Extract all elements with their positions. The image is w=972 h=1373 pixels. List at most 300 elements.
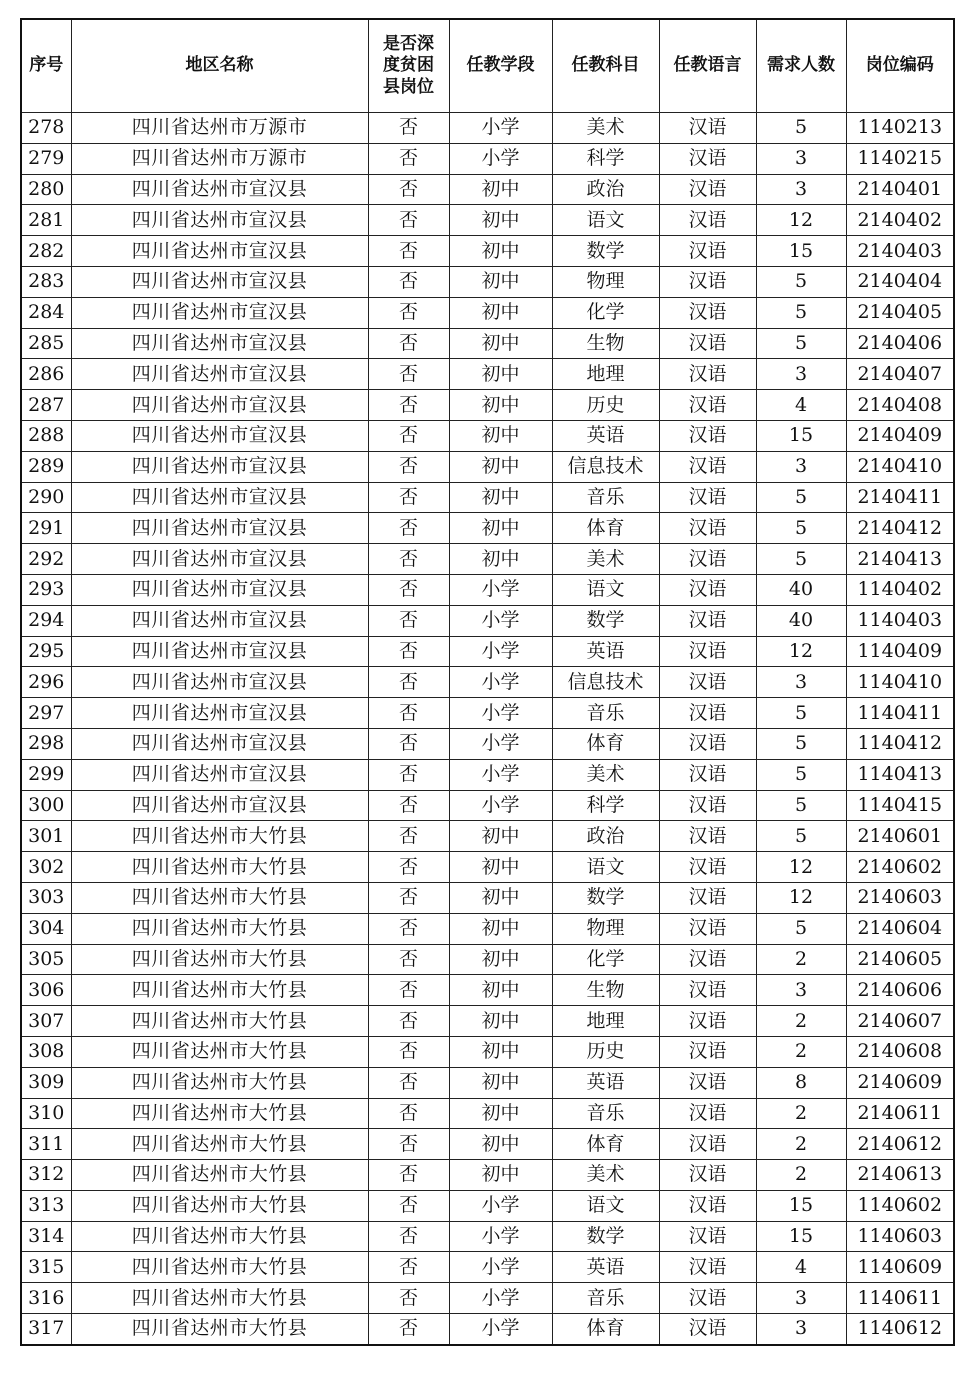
cell-region: 四川省达州市大竹县 <box>71 1036 368 1067</box>
cell-region: 四川省达州市宣汉县 <box>71 205 368 236</box>
cell-language: 汉语 <box>659 1160 756 1191</box>
cell-code: 1140609 <box>846 1252 954 1283</box>
cell-poverty: 否 <box>368 359 449 390</box>
table-row <box>21 636 954 667</box>
cell-stage: 初中 <box>449 420 552 451</box>
cell-subject: 科学 <box>552 143 659 174</box>
cell-subject: 英语 <box>552 1252 659 1283</box>
table-row <box>21 420 954 451</box>
cell-language: 汉语 <box>659 790 756 821</box>
cell-poverty: 否 <box>368 451 449 482</box>
cell-stage: 初中 <box>449 513 552 544</box>
cell-code: 2140604 <box>846 913 954 944</box>
cell-no: 301 <box>21 821 71 852</box>
cell-region: 四川省达州市宣汉县 <box>71 513 368 544</box>
cell-stage: 初中 <box>449 236 552 267</box>
cell-code: 2140408 <box>846 390 954 421</box>
cell-stage: 初中 <box>449 544 552 575</box>
table-row <box>21 236 954 267</box>
cell-language: 汉语 <box>659 205 756 236</box>
cell-code: 2140605 <box>846 944 954 975</box>
cell-region: 四川省达州市宣汉县 <box>71 636 368 667</box>
table-row <box>21 574 954 605</box>
cell-subject: 数学 <box>552 882 659 913</box>
cell-poverty: 否 <box>368 174 449 205</box>
table-row <box>21 1283 954 1314</box>
cell-poverty: 否 <box>368 544 449 575</box>
cell-region: 四川省达州市大竹县 <box>71 944 368 975</box>
cell-count: 5 <box>756 482 846 513</box>
cell-count: 5 <box>756 113 846 144</box>
cell-region: 四川省达州市宣汉县 <box>71 174 368 205</box>
cell-subject: 美术 <box>552 1160 659 1191</box>
cell-language: 汉语 <box>659 1067 756 1098</box>
cell-region: 四川省达州市宣汉县 <box>71 544 368 575</box>
cell-subject: 语文 <box>552 852 659 883</box>
table-row <box>21 390 954 421</box>
cell-stage: 小学 <box>449 1283 552 1314</box>
cell-stage: 小学 <box>449 143 552 174</box>
cell-subject: 政治 <box>552 821 659 852</box>
cell-code: 2140603 <box>846 882 954 913</box>
cell-no: 278 <box>21 113 71 144</box>
cell-code: 2140405 <box>846 297 954 328</box>
cell-stage: 小学 <box>449 667 552 698</box>
cell-code: 2140409 <box>846 420 954 451</box>
cell-no: 289 <box>21 451 71 482</box>
cell-count: 5 <box>756 821 846 852</box>
cell-language: 汉语 <box>659 143 756 174</box>
table-row <box>21 605 954 636</box>
table-row <box>21 1190 954 1221</box>
cell-poverty: 否 <box>368 266 449 297</box>
table-row <box>21 698 954 729</box>
cell-stage: 初中 <box>449 1006 552 1037</box>
cell-region: 四川省达州市大竹县 <box>71 821 368 852</box>
cell-code: 1140411 <box>846 698 954 729</box>
cell-subject: 历史 <box>552 390 659 421</box>
cell-region: 四川省达州市宣汉县 <box>71 359 368 390</box>
cell-subject: 体育 <box>552 1129 659 1160</box>
cell-no: 309 <box>21 1067 71 1098</box>
cell-stage: 初中 <box>449 390 552 421</box>
table-row <box>21 205 954 236</box>
cell-region: 四川省达州市宣汉县 <box>71 698 368 729</box>
cell-region: 四川省达州市大竹县 <box>71 1160 368 1191</box>
table-row <box>21 143 954 174</box>
cell-no: 312 <box>21 1160 71 1191</box>
table-row <box>21 174 954 205</box>
cell-code: 2140401 <box>846 174 954 205</box>
cell-code: 2140602 <box>846 852 954 883</box>
cell-stage: 初中 <box>449 359 552 390</box>
cell-poverty: 否 <box>368 1129 449 1160</box>
cell-code: 1140612 <box>846 1314 954 1345</box>
cell-language: 汉语 <box>659 1252 756 1283</box>
table-row <box>21 1129 954 1160</box>
cell-code: 2140612 <box>846 1129 954 1160</box>
cell-language: 汉语 <box>659 390 756 421</box>
table-row <box>21 913 954 944</box>
cell-language: 汉语 <box>659 328 756 359</box>
cell-code: 1140403 <box>846 605 954 636</box>
cell-poverty: 否 <box>368 143 449 174</box>
cell-subject: 体育 <box>552 513 659 544</box>
cell-language: 汉语 <box>659 913 756 944</box>
cell-no: 308 <box>21 1036 71 1067</box>
cell-stage: 初中 <box>449 328 552 359</box>
table-row <box>21 513 954 544</box>
cell-poverty: 否 <box>368 821 449 852</box>
table-row <box>21 113 954 144</box>
cell-subject: 化学 <box>552 297 659 328</box>
cell-stage: 初中 <box>449 1160 552 1191</box>
cell-no: 290 <box>21 482 71 513</box>
table-row <box>21 544 954 575</box>
cell-language: 汉语 <box>659 1314 756 1345</box>
cell-language: 汉语 <box>659 821 756 852</box>
table-row <box>21 1036 954 1067</box>
cell-poverty: 否 <box>368 1098 449 1129</box>
cell-no: 291 <box>21 513 71 544</box>
cell-poverty: 否 <box>368 790 449 821</box>
cell-region: 四川省达州市大竹县 <box>71 1314 368 1345</box>
cell-count: 2 <box>756 1098 846 1129</box>
cell-count: 5 <box>756 266 846 297</box>
table-row <box>21 1160 954 1191</box>
cell-region: 四川省达州市宣汉县 <box>71 759 368 790</box>
cell-count: 15 <box>756 1190 846 1221</box>
cell-count: 40 <box>756 574 846 605</box>
cell-no: 288 <box>21 420 71 451</box>
cell-region: 四川省达州市大竹县 <box>71 913 368 944</box>
cell-region: 四川省达州市大竹县 <box>71 1190 368 1221</box>
table-row <box>21 759 954 790</box>
cell-poverty: 否 <box>368 759 449 790</box>
cell-count: 2 <box>756 1129 846 1160</box>
cell-subject: 物理 <box>552 266 659 297</box>
cell-language: 汉语 <box>659 759 756 790</box>
table-row <box>21 1006 954 1037</box>
cell-region: 四川省达州市宣汉县 <box>71 297 368 328</box>
cell-count: 5 <box>756 328 846 359</box>
cell-poverty: 否 <box>368 698 449 729</box>
cell-language: 汉语 <box>659 975 756 1006</box>
cell-no: 307 <box>21 1006 71 1037</box>
cell-region: 四川省达州市宣汉县 <box>71 420 368 451</box>
cell-code: 2140606 <box>846 975 954 1006</box>
cell-no: 294 <box>21 605 71 636</box>
cell-no: 311 <box>21 1129 71 1160</box>
cell-no: 305 <box>21 944 71 975</box>
cell-no: 314 <box>21 1221 71 1252</box>
cell-code: 1140213 <box>846 113 954 144</box>
cell-count: 2 <box>756 1160 846 1191</box>
cell-subject: 英语 <box>552 636 659 667</box>
cell-region: 四川省达州市万源市 <box>71 143 368 174</box>
cell-subject: 音乐 <box>552 1283 659 1314</box>
cell-language: 汉语 <box>659 667 756 698</box>
cell-stage: 小学 <box>449 574 552 605</box>
cell-subject: 体育 <box>552 728 659 759</box>
cell-poverty: 否 <box>368 852 449 883</box>
cell-stage: 初中 <box>449 852 552 883</box>
cell-count: 5 <box>756 913 846 944</box>
cell-code: 2140609 <box>846 1067 954 1098</box>
cell-subject: 英语 <box>552 420 659 451</box>
header-language: 任教语言 <box>659 19 756 113</box>
cell-region: 四川省达州市宣汉县 <box>71 390 368 421</box>
cell-region: 四川省达州市宣汉县 <box>71 482 368 513</box>
cell-count: 5 <box>756 728 846 759</box>
cell-poverty: 否 <box>368 728 449 759</box>
cell-language: 汉语 <box>659 359 756 390</box>
cell-stage: 初中 <box>449 266 552 297</box>
cell-poverty: 否 <box>368 205 449 236</box>
cell-no: 281 <box>21 205 71 236</box>
cell-poverty: 否 <box>368 390 449 421</box>
cell-region: 四川省达州市大竹县 <box>71 852 368 883</box>
cell-subject: 信息技术 <box>552 451 659 482</box>
cell-stage: 初中 <box>449 1098 552 1129</box>
cell-no: 280 <box>21 174 71 205</box>
cell-language: 汉语 <box>659 1190 756 1221</box>
cell-region: 四川省达州市大竹县 <box>71 1006 368 1037</box>
cell-no: 286 <box>21 359 71 390</box>
cell-subject: 语文 <box>552 205 659 236</box>
cell-subject: 化学 <box>552 944 659 975</box>
header-poverty <box>368 19 449 113</box>
cell-subject: 地理 <box>552 1006 659 1037</box>
cell-stage: 小学 <box>449 728 552 759</box>
cell-subject: 音乐 <box>552 1098 659 1129</box>
cell-language: 汉语 <box>659 113 756 144</box>
cell-region: 四川省达州市宣汉县 <box>71 728 368 759</box>
cell-subject: 音乐 <box>552 482 659 513</box>
cell-subject: 科学 <box>552 790 659 821</box>
cell-poverty: 否 <box>368 1221 449 1252</box>
header-stage: 任教学段 <box>449 19 552 113</box>
cell-code: 1140611 <box>846 1283 954 1314</box>
cell-poverty: 否 <box>368 1252 449 1283</box>
cell-no: 316 <box>21 1283 71 1314</box>
cell-no: 317 <box>21 1314 71 1345</box>
cell-region: 四川省达州市宣汉县 <box>71 667 368 698</box>
cell-subject: 语文 <box>552 1190 659 1221</box>
cell-subject: 体育 <box>552 1314 659 1345</box>
cell-region: 四川省达州市宣汉县 <box>71 451 368 482</box>
cell-count: 2 <box>756 1006 846 1037</box>
cell-no: 303 <box>21 882 71 913</box>
cell-language: 汉语 <box>659 1098 756 1129</box>
table-row <box>21 1314 954 1345</box>
cell-no: 283 <box>21 266 71 297</box>
cell-region: 四川省达州市大竹县 <box>71 1067 368 1098</box>
cell-stage: 初中 <box>449 297 552 328</box>
cell-count: 15 <box>756 236 846 267</box>
cell-stage: 初中 <box>449 821 552 852</box>
cell-no: 292 <box>21 544 71 575</box>
table-row <box>21 882 954 913</box>
cell-no: 296 <box>21 667 71 698</box>
cell-count: 3 <box>756 451 846 482</box>
cell-no: 302 <box>21 852 71 883</box>
cell-count: 12 <box>756 882 846 913</box>
cell-stage: 初中 <box>449 451 552 482</box>
cell-poverty: 否 <box>368 113 449 144</box>
cell-count: 40 <box>756 605 846 636</box>
cell-no: 284 <box>21 297 71 328</box>
cell-region: 四川省达州市大竹县 <box>71 1129 368 1160</box>
cell-count: 3 <box>756 1283 846 1314</box>
header-no: 序号 <box>21 19 71 113</box>
cell-no: 293 <box>21 574 71 605</box>
header-region: 地区名称 <box>71 19 368 113</box>
cell-stage: 初中 <box>449 1129 552 1160</box>
table-row <box>21 266 954 297</box>
job-table <box>20 18 955 1346</box>
cell-language: 汉语 <box>659 882 756 913</box>
cell-count: 5 <box>756 790 846 821</box>
table-row <box>21 328 954 359</box>
cell-no: 306 <box>21 975 71 1006</box>
cell-language: 汉语 <box>659 852 756 883</box>
cell-subject: 美术 <box>552 544 659 575</box>
cell-poverty: 否 <box>368 913 449 944</box>
cell-stage: 小学 <box>449 790 552 821</box>
cell-count: 4 <box>756 1252 846 1283</box>
cell-region: 四川省达州市宣汉县 <box>71 574 368 605</box>
cell-language: 汉语 <box>659 420 756 451</box>
cell-poverty: 否 <box>368 667 449 698</box>
cell-language: 汉语 <box>659 174 756 205</box>
cell-region: 四川省达州市大竹县 <box>71 882 368 913</box>
cell-subject: 音乐 <box>552 698 659 729</box>
header-code: 岗位编码 <box>846 19 954 113</box>
table-row <box>21 944 954 975</box>
cell-count: 15 <box>756 420 846 451</box>
cell-subject: 数学 <box>552 1221 659 1252</box>
cell-no: 287 <box>21 390 71 421</box>
job-table-container <box>20 18 953 1346</box>
cell-language: 汉语 <box>659 482 756 513</box>
header-poverty-text: 是否深度贫困县岗位 <box>382 34 434 97</box>
cell-poverty: 否 <box>368 975 449 1006</box>
cell-subject: 语文 <box>552 574 659 605</box>
table-body <box>21 113 954 1345</box>
cell-subject: 数学 <box>552 605 659 636</box>
cell-no: 299 <box>21 759 71 790</box>
cell-language: 汉语 <box>659 1006 756 1037</box>
cell-stage: 初中 <box>449 913 552 944</box>
cell-no: 304 <box>21 913 71 944</box>
cell-code: 2140412 <box>846 513 954 544</box>
table-row <box>21 975 954 1006</box>
cell-no: 285 <box>21 328 71 359</box>
cell-language: 汉语 <box>659 1036 756 1067</box>
cell-poverty: 否 <box>368 1067 449 1098</box>
cell-poverty: 否 <box>368 328 449 359</box>
cell-poverty: 否 <box>368 882 449 913</box>
cell-no: 310 <box>21 1098 71 1129</box>
cell-code: 2140407 <box>846 359 954 390</box>
cell-language: 汉语 <box>659 1283 756 1314</box>
cell-language: 汉语 <box>659 1221 756 1252</box>
cell-code: 1140602 <box>846 1190 954 1221</box>
cell-poverty: 否 <box>368 297 449 328</box>
cell-language: 汉语 <box>659 513 756 544</box>
cell-code: 1140410 <box>846 667 954 698</box>
cell-count: 15 <box>756 1221 846 1252</box>
table-row <box>21 297 954 328</box>
cell-count: 3 <box>756 143 846 174</box>
cell-stage: 小学 <box>449 1314 552 1345</box>
table-row <box>21 852 954 883</box>
cell-count: 5 <box>756 297 846 328</box>
cell-subject: 生物 <box>552 975 659 1006</box>
cell-code: 1140409 <box>846 636 954 667</box>
cell-code: 2140613 <box>846 1160 954 1191</box>
table-row <box>21 1252 954 1283</box>
cell-stage: 小学 <box>449 1190 552 1221</box>
cell-count: 2 <box>756 1036 846 1067</box>
cell-language: 汉语 <box>659 544 756 575</box>
cell-code: 2140410 <box>846 451 954 482</box>
cell-no: 313 <box>21 1190 71 1221</box>
cell-count: 4 <box>756 390 846 421</box>
cell-count: 2 <box>756 944 846 975</box>
table-row <box>21 451 954 482</box>
cell-poverty: 否 <box>368 1283 449 1314</box>
cell-count: 3 <box>756 174 846 205</box>
cell-subject: 地理 <box>552 359 659 390</box>
cell-subject: 美术 <box>552 113 659 144</box>
cell-poverty: 否 <box>368 1314 449 1345</box>
cell-count: 12 <box>756 636 846 667</box>
cell-region: 四川省达州市大竹县 <box>71 1098 368 1129</box>
cell-count: 5 <box>756 698 846 729</box>
cell-stage: 初中 <box>449 975 552 1006</box>
cell-language: 汉语 <box>659 728 756 759</box>
cell-poverty: 否 <box>368 605 449 636</box>
header-count: 需求人数 <box>756 19 846 113</box>
cell-subject: 生物 <box>552 328 659 359</box>
cell-stage: 初中 <box>449 1036 552 1067</box>
table-row <box>21 1067 954 1098</box>
cell-region: 四川省达州市大竹县 <box>71 1252 368 1283</box>
cell-subject: 信息技术 <box>552 667 659 698</box>
cell-subject: 英语 <box>552 1067 659 1098</box>
cell-no: 279 <box>21 143 71 174</box>
cell-count: 5 <box>756 544 846 575</box>
cell-region: 四川省达州市大竹县 <box>71 975 368 1006</box>
cell-count: 12 <box>756 205 846 236</box>
cell-poverty: 否 <box>368 1006 449 1037</box>
cell-no: 297 <box>21 698 71 729</box>
cell-count: 12 <box>756 852 846 883</box>
cell-code: 1140603 <box>846 1221 954 1252</box>
cell-stage: 小学 <box>449 1252 552 1283</box>
cell-code: 1140413 <box>846 759 954 790</box>
cell-stage: 初中 <box>449 882 552 913</box>
table-row <box>21 1221 954 1252</box>
cell-language: 汉语 <box>659 266 756 297</box>
cell-stage: 小学 <box>449 636 552 667</box>
cell-poverty: 否 <box>368 236 449 267</box>
cell-language: 汉语 <box>659 574 756 605</box>
cell-no: 315 <box>21 1252 71 1283</box>
cell-poverty: 否 <box>368 636 449 667</box>
